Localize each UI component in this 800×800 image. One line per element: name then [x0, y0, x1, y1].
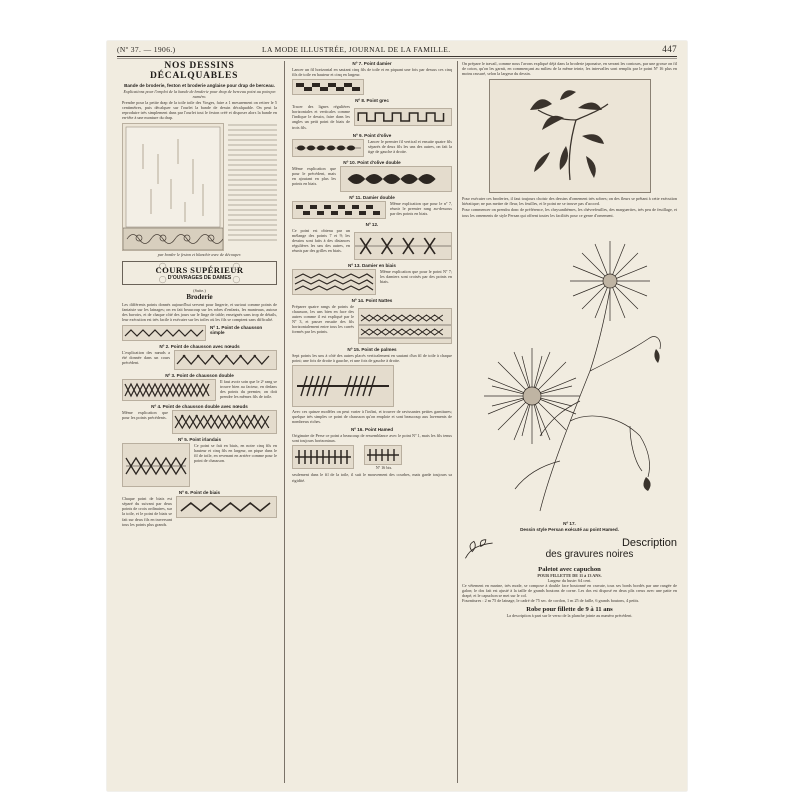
journal-title: LA MODE ILLUSTRÉE, JOURNAL DE LA FAMILLE.: [262, 45, 451, 54]
page-number: 447: [662, 44, 677, 54]
stitch-11-label: Damier double: [362, 194, 395, 200]
stitch-2-number: Nº 2.: [159, 344, 170, 350]
magazine-page: [107, 41, 687, 791]
stitch-4-swatch: [172, 410, 277, 434]
stitch-12-number: Nº 12.: [365, 221, 379, 227]
stitch-2-row: [122, 350, 277, 370]
column-3: [462, 61, 677, 783]
stitch-3-swatch: [122, 379, 216, 401]
stitch-14-row: [292, 304, 452, 344]
stitch-16-number: Nº 16.: [350, 427, 364, 433]
stitch-6-label: Point de biais: [190, 490, 221, 496]
section-title-line1: NOS DESSINS: [164, 61, 235, 71]
col3-para2: Pour commencer on prendra donc de préférence, les chrysanthèmes, les chèvrefeuilles, des marguerites, très peu de feuillage, et tous les ornements de style Persan qui offrent toutes les facilités pour ce genre d'ornement.: [462, 207, 677, 218]
paletot-supplies: Fournitures : 2 m 75 de lainage, le cadré de 75 sec. de cordon, 1 m 25 de faille, 6 grands boutons, 4 petits.: [462, 598, 640, 604]
stitch-7-swatch: [292, 79, 364, 95]
stitch-15-number: Nº 15.: [347, 346, 361, 352]
description-title-2: des gravures noires: [545, 549, 634, 561]
stitch-5-number: Nº 5.: [177, 437, 189, 443]
paletot-title: Paletot avec capuchon: [538, 565, 601, 573]
honeysuckle-drawing: [490, 80, 650, 192]
stitch-12-swatch: [354, 232, 452, 260]
course-title: COURS SUPÉRIEUR: [155, 264, 244, 275]
stitch-9-label: Point d'olive: [364, 132, 392, 138]
stitch-12-row: [292, 228, 452, 260]
stitch-5-label: Point irlandais: [189, 437, 222, 443]
stitch-16-swatch: [292, 445, 354, 469]
floral-ornament: [462, 536, 496, 562]
figure-17-illustration: [470, 221, 670, 521]
explications-text: Explications pour l'emploi de la bande de broderie pour drap de berceau point au poinçon numéro.: [123, 89, 276, 100]
stitch-15-text-2: Avec ces quinze modèles on peut varier à l'infini, et trouver de ravissantes petites garnitures; quelque très simples ce point de chausson qu'on emploie et sont beaucoup aux lavements de nombreux riches.: [292, 408, 452, 425]
stitch-4-label: Point de chausson double avec nœuds: [162, 404, 248, 410]
section-subtitle: Bande de broderie, feston et broderie anglaise pour drap de berceau.: [124, 83, 275, 88]
stitch-10-row: [292, 166, 452, 192]
stitch-6-row: [122, 496, 277, 527]
course-subtitle: D'OUVRAGES DE DAMES: [167, 274, 232, 281]
stitch-13-text: Même explication que pour le point Nº 7; les damiers sont croisés par des points en biais.: [380, 268, 452, 284]
stitch-10-label: Point d'olive double: [357, 159, 401, 165]
stitch-14-text: Préparer quatre rangs de points de chausson, les uns bien en face des autres comme il est expliqué par le Nº 3, et passer ensuite des fils horizontalement entre tous les carrés formés par les points.: [292, 303, 354, 335]
stitch-2-text: L'explication des nœuds a été donnée dans un cours précédent.: [122, 350, 170, 366]
stitch-13-row: [292, 269, 452, 295]
stitch-12-text: Ce point est obtenu par un mélange des points 7 et 9; les dessins sont faits à des distances régulières les uns des autres, en réunis par des grilles en biais.: [292, 227, 350, 254]
stitch-11-number: Nº 11.: [349, 194, 362, 200]
stitch-16-bis-swatch: [364, 445, 402, 465]
stitch-13-number: Nº 13.: [348, 262, 361, 268]
section-title-line2: DÉCALQUABLES: [150, 71, 239, 81]
column-divider-2: [457, 61, 458, 783]
stitch-14-number: Nº 14.: [351, 297, 365, 303]
column-2: [292, 61, 452, 783]
stitch-7-label: Point damier: [363, 61, 392, 66]
stitch-2-label: Point de chausson avec nœuds: [170, 344, 240, 350]
col3-intro: On prépare le travail, comme nous l'avons expliqué déjà dans la broderie japonaise, en serrant les contours, par une grosse on fil de coton, qu'on les garnit, en commençant au milieu de la même teinte, les intervalles sont remplis par le point Nº 16 plus en moins rassuré, selon la largeur du dessin.: [462, 61, 677, 77]
stitch-9-row: [292, 139, 452, 157]
column-1: [122, 61, 277, 783]
issue-number: (Nº 37. — 1906.): [117, 45, 176, 54]
broderie-heading: Broderie: [186, 292, 213, 301]
stitch-16-row: [292, 445, 452, 470]
stitch-15-label: Point de palmes: [361, 346, 397, 352]
stitch-6-text: Chaque point de biais est séparé du suivant par deux points de croix ordinaires, sur la toile, et le point de biais se fait sur deux fils en traversant tous les points plus grands.: [122, 496, 172, 527]
col3-para1: Pour exécuter ces broderies, il faut toujours choisir des dessins d'ornement très sobres; on des fleurs se prêtant à cette exécution hiératique; ne pas mettre de fleur, les feuilles, et le point ne se trouve pas d'accord.: [462, 196, 677, 207]
stitch-8-text: Tracer des lignes régulières horizontales et verticales comme l'indique le dessin, faire dans les angles un petit point de biais de trois fils.: [292, 104, 350, 130]
persian-embroidery-illustration: [489, 79, 651, 193]
stitch-3-row: [122, 379, 277, 401]
cradle-sheet-illustration: [122, 123, 224, 251]
stitch-15-text: Sept points les uns à côté des autres placés verticalement en sautant d'un fil de toile à chaque point; une fois de droite à gauche, et une fois de gauche à droite.: [292, 352, 452, 363]
stitch-10-swatch: [340, 166, 452, 192]
stitch-6-swatch: [176, 496, 277, 518]
chrysanthemum-drawing: [470, 221, 670, 521]
stitch-16-text: Originaire de Perse ce point a beaucoup de ressemblance avec le point Nº 1, mais les fils tenus sont toujours horizontaux.: [292, 433, 452, 444]
stitch-8-swatch: [354, 108, 452, 126]
figure-17-caption: Dessin style Persan exécuté au point Hamed.: [520, 526, 619, 532]
stitch-16-bis-caption: Nº 16 bis.: [375, 465, 393, 471]
illustration-caption: par border le feston et blanchir avec de découper.: [157, 251, 242, 257]
stitch-3-text: Il faut avoir soin que le 2ᵉ rang se trouve bien au facteur, en dedans des points du premier, on doit prendre les mêmes fils de toile.: [220, 379, 277, 400]
description-title-block: [462, 536, 677, 562]
course-suite: (Suite.): [193, 287, 206, 293]
stitch-1-label: Point de chausson simple: [210, 325, 263, 336]
paletot-size: Largeur du buste: 64 cent.: [547, 577, 592, 583]
stitch-16-bis: [364, 445, 404, 470]
cradle-sheet-drawing: [123, 124, 223, 250]
robe-title: Robe pour fillette de 9 à 11 ans: [526, 606, 613, 614]
intro-text: Prendre pour la petite drap de la toile toile des Vosges, faire a 1 mesurement on retirer le 5 centimètres, puis décalquer sur l'ourlet la bande de dessin décalquable. On peut la reproduire très simplement dans par l'ourlet tout le feston créé et disposer alors la bande en en-tête à une monture du drap.: [122, 100, 277, 121]
figure-17-number: Nº 17.: [563, 520, 576, 526]
stitch-6-number: Nº 6.: [178, 490, 189, 496]
stitch-1-row: [122, 325, 277, 341]
paletot-text: Ce vêtement en marine, très mode, se compose à double face boutonné en cravate, tous ses bords bordés par une rangée de galon; le dos fait est ajusté à la taille de grands boutons de corne. Les dos est disposé en deux plis creux avec une patte en drapé, et le capuchon se met sur le col.: [462, 582, 677, 599]
description-title-1: Description: [621, 537, 677, 550]
stitch-11-text: Même explication que pour le nº 7, réunir le premier rang au-dessous par des points en biais.: [390, 200, 452, 216]
robe-text: La description à part sur le verso de la planche jointe au numéro précédent.: [506, 613, 633, 619]
column-divider-1: [284, 61, 285, 783]
stitch-11-swatch: [292, 201, 386, 219]
stitch-7-number: Nº 7.: [352, 61, 363, 66]
stitch-8-number: Nº 8.: [355, 98, 366, 104]
stitch-16-label: Point Hamed: [364, 427, 394, 433]
stitch-10-number: Nº 10.: [343, 159, 356, 165]
stitch-13-swatch: [292, 269, 376, 295]
stitch-16-text-2: seulement dans le fil de la toile, il suit le mouvement des courbes, mais garde toujours sa rigidité.: [292, 472, 452, 483]
paletot-subtitle: POUR FILLETTE DE 11 à 13 ANS.: [537, 572, 602, 578]
stitch-13-label: Damier en biais: [361, 262, 396, 268]
stitch-3-label: Point de chausson double: [176, 373, 234, 379]
stitch-9-number: Nº 9.: [352, 132, 363, 138]
header-rule-thin: [117, 58, 677, 59]
stitch-9-text: Lancer le premier fil vertical et ensuite quatre fils séparés de deux fils les uns des autres, on fait la tige de gauche à droite.: [368, 138, 452, 154]
course-title-box: [122, 261, 277, 285]
stitch-4-row: [122, 410, 277, 434]
stitch-9-swatch: [292, 139, 364, 157]
stitch-8-row: [292, 104, 452, 129]
stitch-7-intro: Lancer un fil horizontal en sautant cinq fils de toile et en piquant une fois par dessus ces cinq fils de toile en hauteur et cinq en largeur.: [292, 67, 452, 78]
stitch-1-number: Nº 1.: [210, 325, 221, 331]
stitch-3-number: Nº 3.: [165, 373, 176, 379]
intro-continued: [228, 123, 277, 241]
stitch-10-text: Même explication que pour le précédent, mais en ajoutant en plus les points en biais.: [292, 165, 336, 186]
stitch-4-number: Nº 4.: [151, 404, 162, 410]
stitch-8-label: Point grec: [366, 98, 389, 104]
embroidery-band-row: [122, 123, 277, 251]
stitch-5-row: [122, 443, 277, 487]
stitch-2-swatch: [174, 350, 277, 370]
broderie-text: Les différents points donnés aujourd'hui servent pour lingerie, et surtout comme points de fantaisie sur les lainages; on en fait beaucoup sur les robes d'enfants, les manteaux, autour des bavoirs, et de chaque côté des jours sur le linge de table; enseignés sans trop de détails, leur exécution est très facile à exécuter sur les toiles où les fils se comptent sans difficulté.: [122, 301, 277, 323]
stitch-4-text: Même explication que pour les points précédents.: [122, 410, 168, 421]
header-rule: [117, 56, 677, 57]
stitch-14-label: Point Nattes: [365, 297, 393, 303]
stitch-11-row: [292, 201, 452, 219]
stitch-5-swatch: [122, 443, 190, 487]
stitch-5-text: Ce point se fait en biais, en notre cinq fils en hauteur et cinq fils en largeur, on pique dans le fil de toile, en revenant en arrière comme pour le point de chausson.: [194, 443, 277, 464]
stitch-14-swatch: [358, 308, 452, 344]
stitch-1-swatch: [122, 325, 206, 341]
stitch-15-swatch: [292, 365, 394, 407]
